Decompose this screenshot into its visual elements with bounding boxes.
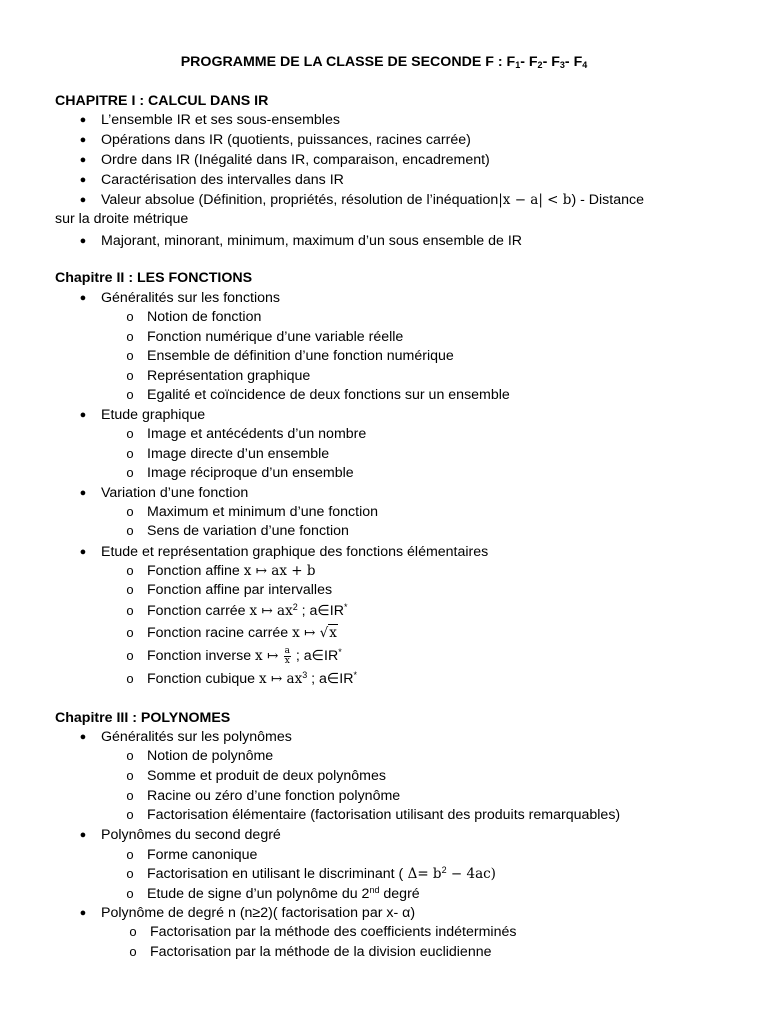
sub-list-item: Image réciproque d’un ensemble xyxy=(147,465,354,481)
fraction: $\frac{a}{x}$ xyxy=(284,645,290,666)
sub-list-item: Fonction numérique d’une variable réelle xyxy=(147,329,404,345)
bullet-circle-icon: o xyxy=(126,866,134,881)
bullet-circle-icon: o xyxy=(126,309,134,324)
bullet-disc-icon: ● xyxy=(79,409,87,421)
sub-list-item: Factorisation en utilisant le discriminant ( $\Delta= b^2 - 4ac$) xyxy=(147,865,496,882)
list-item: L’ensemble IR et ses sous-ensembles xyxy=(101,112,340,128)
bullet-disc-icon: ● xyxy=(79,134,87,146)
bullet-circle-icon: o xyxy=(126,788,134,803)
bullet-circle-icon: o xyxy=(126,625,134,640)
bullet-circle-icon: o xyxy=(126,563,134,578)
sub-list-item: Notion de fonction xyxy=(147,309,262,325)
bullet-circle-icon: o xyxy=(126,348,134,363)
bullet-disc-icon: ● xyxy=(79,114,87,126)
page-title: PROGRAMME DE LA CLASSE DE SECONDE F : $F_1-$ $F_2-$ $F_3-$ $F_4$ xyxy=(180,54,588,70)
bullet-circle-icon: o xyxy=(126,671,134,686)
bullet-disc-icon: ● xyxy=(79,829,87,841)
bullet-circle-icon: o xyxy=(126,368,134,383)
bullet-disc-icon: ● xyxy=(79,194,87,206)
chapter-1-heading: CHAPITRE I : CALCUL DANS IR xyxy=(55,93,269,109)
bullet-disc-icon: ● xyxy=(79,546,87,558)
list-item: Généralités sur les fonctions xyxy=(101,290,281,306)
sub-list-item: Image et antécédents d’un nombre xyxy=(147,426,367,442)
list-item: Polynôme de degré n (n≥2)( factorisation par x- α) xyxy=(101,905,416,921)
sub-list-item: Forme canonique xyxy=(147,847,258,863)
sub-list-item: Maximum et minimum d’une fonction xyxy=(147,504,379,520)
bullet-disc-icon: ● xyxy=(79,174,87,186)
sub-list-item: Somme et produit de deux polynômes xyxy=(147,768,386,784)
bullet-circle-icon: o xyxy=(126,465,134,480)
bullet-disc-icon: ● xyxy=(79,731,87,743)
list-item: Polynômes du second degré xyxy=(101,827,281,843)
list-item: Ordre dans IR (Inégalité dans IR, comparaison, encadrement) xyxy=(101,152,490,168)
list-item: Valeur absolue (Définition, propriétés, résolution de l’inéquation|x − a| < b) - Distance xyxy=(101,192,644,208)
bullet-circle-icon: o xyxy=(126,768,134,783)
bullet-circle-icon: o xyxy=(126,847,134,862)
bullet-circle-icon: o xyxy=(126,387,134,402)
bullet-circle-icon: o xyxy=(129,944,137,959)
sub-list-item: Factorisation par la méthode des coefficients indéterminés xyxy=(150,924,517,940)
bullet-circle-icon: o xyxy=(126,446,134,461)
bullet-circle-icon: o xyxy=(126,886,134,901)
bullet-circle-icon: o xyxy=(126,329,134,344)
sub-list-item: Représentation graphique xyxy=(147,368,311,384)
sub-list-item: Fonction carrée x ↦ $ax^2$ ; a∈IR* xyxy=(147,602,348,619)
bullet-circle-icon: o xyxy=(126,523,134,538)
sub-list-item: Egalité et coïncidence de deux fonctions sur un ensemble xyxy=(147,387,510,403)
bullet-circle-icon: o xyxy=(129,924,137,939)
sub-list-item: Etude de signe d’un polynôme du 2nd degré xyxy=(147,885,420,902)
bullet-circle-icon: o xyxy=(126,748,134,763)
sub-list-item: Fonction affine x ↦ ax + b xyxy=(147,563,316,579)
bullet-disc-icon: ● xyxy=(79,487,87,499)
bullet-disc-icon: ● xyxy=(79,235,87,247)
list-item-continuation: sur la droite métrique xyxy=(55,211,189,227)
list-item: Caractérisation des intervalles dans IR xyxy=(101,172,344,188)
list-item: Etude et représentation graphique des fonctions élémentaires xyxy=(101,544,489,560)
bullet-circle-icon: o xyxy=(126,648,134,663)
bullet-disc-icon: ● xyxy=(79,907,87,919)
bullet-circle-icon: o xyxy=(126,807,134,822)
sub-list-item: Sens de variation d’une fonction xyxy=(147,523,349,539)
chapter-2-heading: Chapitre II : LES FONCTIONS xyxy=(55,270,253,286)
bullet-circle-icon: o xyxy=(126,603,134,618)
sub-list-item: Factorisation par la méthode de la division euclidienne xyxy=(150,944,492,960)
sub-list-item: Fonction cubique x ↦ $ax^3$ ; a∈IR* xyxy=(147,670,357,687)
list-item: Opérations dans IR (quotients, puissances, racines carrée) xyxy=(101,132,471,148)
bullet-circle-icon: o xyxy=(126,504,134,519)
chapter-3-heading: Chapitre III : POLYNOMES xyxy=(55,710,231,726)
list-item: Etude graphique xyxy=(101,407,206,423)
sub-list-item: Notion de polynôme xyxy=(147,748,274,764)
list-item: Majorant, minorant, minimum, maximum d’un sous ensemble de IR xyxy=(101,233,523,249)
sub-list-item: Factorisation élémentaire (factorisation utilisant des produits remarquables) xyxy=(147,807,621,823)
square-root-symbol: √x xyxy=(319,625,337,641)
sub-list-item: Fonction inverse x ↦ $\frac{a}{x}$ ; a∈IR* xyxy=(147,645,342,666)
list-item: Variation d’une fonction xyxy=(101,485,249,501)
list-item: Généralités sur les polynômes xyxy=(101,729,292,745)
bullet-disc-icon: ● xyxy=(79,292,87,304)
sub-list-item: Racine ou zéro d’une fonction polynôme xyxy=(147,788,401,804)
sub-list-item: Fonction racine carrée x ↦ √x xyxy=(147,625,337,641)
bullet-circle-icon: o xyxy=(126,582,134,597)
sub-list-item: Ensemble de définition d’une fonction numérique xyxy=(147,348,454,364)
bullet-circle-icon: o xyxy=(126,426,134,441)
sub-list-item: Image directe d’un ensemble xyxy=(147,446,330,462)
bullet-disc-icon: ● xyxy=(79,154,87,166)
sub-list-item: Fonction affine par intervalles xyxy=(147,582,333,598)
